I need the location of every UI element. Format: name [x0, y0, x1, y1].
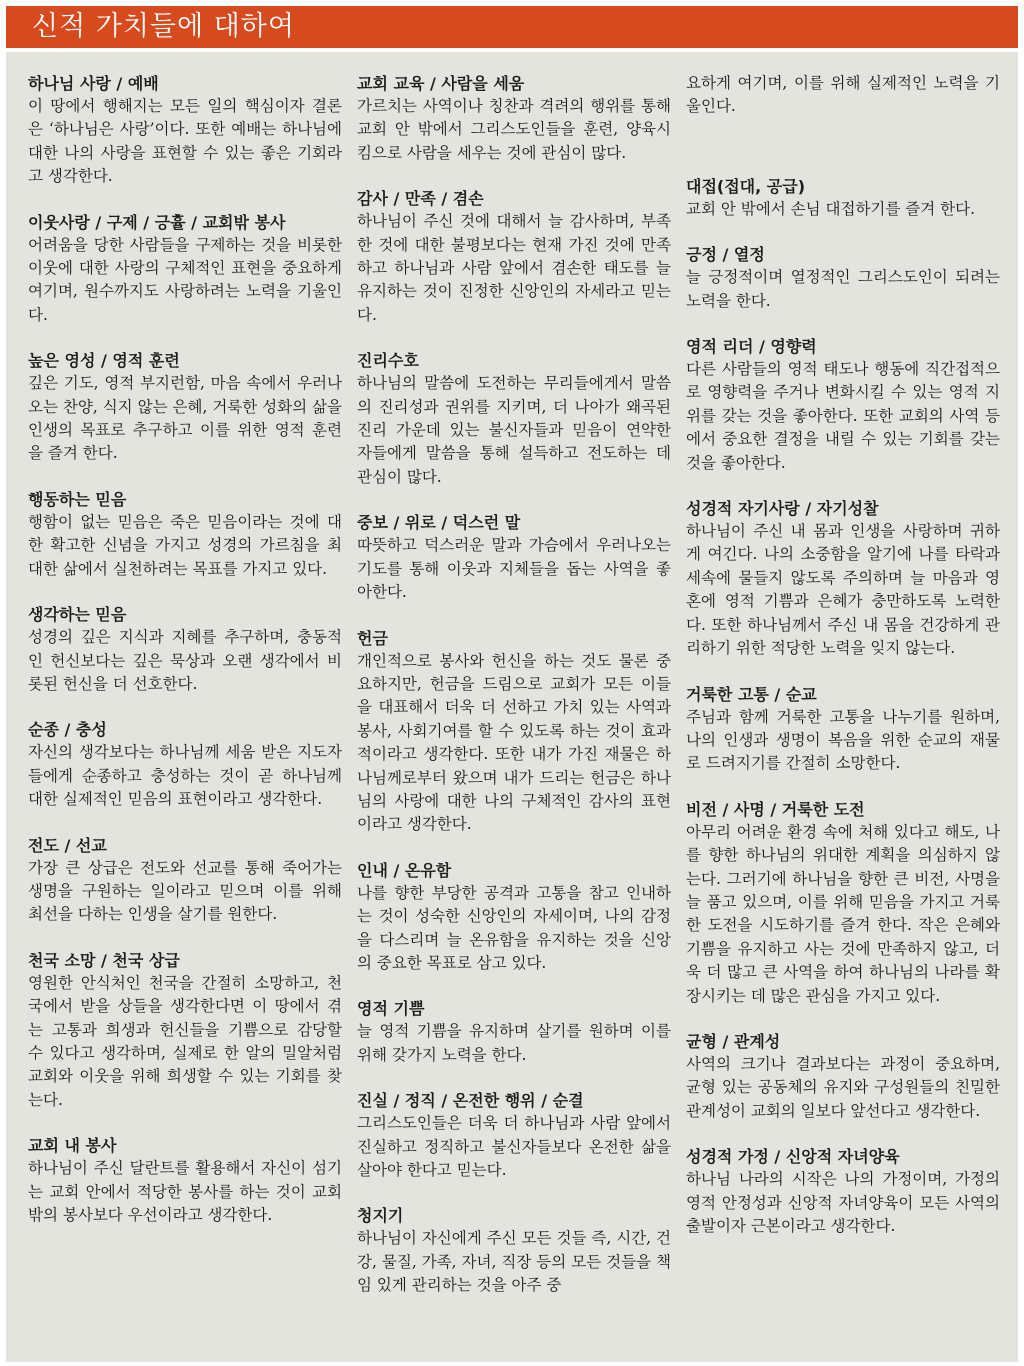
section-title: 하나님 사랑 / 예배	[28, 74, 159, 93]
section-body: 사역의 크기나 결과보다는 과정이 중요하며, 균형 있는 공동체의 유지와 구성원들의 친밀한 관계성이 교회의 일보다 앞선다고 생각한다.	[686, 1054, 1000, 1120]
section-body: 하나님이 주신 달란트를 활용해서 자신이 섬기는 교회 안에서 적당한 봉사를 하는 것이 교회 밖의 봉사보다 우선이라고 생각한다.	[28, 1159, 342, 1224]
section-title: 거룩한 고통 / 순교	[686, 684, 817, 704]
section-title: 생각하는 믿음	[28, 605, 127, 625]
section-body: 행함이 없는 믿음은 죽은 믿음이라는 것에 대한 확고한 신념을 가지고 성경의 가르침을 최대한 삶에서 실천하려는 목표를 가지고 있다.	[28, 512, 342, 578]
section-body: 다른 사람들의 영적 태도나 행동에 직간접적으로 영향력을 주거나 변화시킬 수 있는 영적 지위를 갖는 것을 좋아한다. 또한 교회의 사역 등에서 중요한 결정을 내릴 수 있는 기회를 갖는 것을 좋아한다.	[686, 360, 1000, 472]
section-body: 하나님이 주신 내 몸과 인생을 사랑하며 귀하게 여긴다. 나의 소중함을 알기에 나를 타락과 세속에 물들지 않도록 주의하며 늘 마음과 영혼에 영적 기쁨과 은혜가 충만하도록 노력한다. 또한 하나님께서 주신 내 몸을 건강하게 관리하기 위한 적당한 노력을 잊지 않는다.	[686, 522, 1000, 658]
section-body: 영원한 안식처인 천국을 간절히 소망하고, 천국에서 받을 상들을 생각한다면 이 땅에서 겪는 고통과 희생과 헌신들을 기쁨으로 감당할 수 있다고 생각하며, 실제로 한 알의 밀알처럼 교회와 이웃을 위해 희생할 수 있는 기회를 찾는다.	[28, 973, 342, 1109]
section-title: 전도 / 선교	[28, 835, 107, 855]
value-section	[28, 949, 342, 1112]
section-title: 높은 영성 / 영적 훈련	[28, 351, 180, 371]
section-title: 대접(접대, 공급)	[686, 176, 806, 196]
section-title: 감사 / 만족 / 겸손	[357, 189, 484, 209]
section-body: 가장 큰 상급은 전도와 선교를 통해 죽어가는 생명을 구원하는 일이라고 믿으며 이를 위해 최선을 다하는 인생을 살기를 원한다.	[28, 858, 342, 924]
section-body: 늘 영적 기쁨을 유지하며 살기를 원하며 이를 위해 갖가지 노력을 한다.	[357, 1022, 671, 1064]
section-body: 늘 긍정적이며 열정적인 그리스도인이 되려는 노력을 한다.	[686, 268, 1000, 310]
value-section	[357, 859, 671, 976]
section-title: 청지기	[357, 1206, 404, 1226]
section-title: 인내 / 온유함	[357, 860, 452, 880]
header-bar	[6, 6, 1018, 48]
value-section	[686, 175, 1000, 221]
section-body: 이 땅에서 행해지는 모든 일의 핵심이자 결론은 ‘하나님은 사랑’이다. 또한 예배는 하나님에 대한 나의 사랑을 표현할 수 있는 좋은 기회라고 생각한다.	[28, 97, 342, 186]
continued-text: 요하게 여기며, 이를 위해 실제적인 노력을 기울인다.	[686, 74, 1000, 116]
value-section	[357, 511, 671, 604]
value-section	[357, 349, 671, 489]
section-title: 교회 교육 / 사람을 세움	[357, 74, 525, 93]
section-title: 영적 기쁨	[357, 999, 425, 1019]
column-3	[686, 72, 1000, 1260]
section-title: 교회 내 봉사	[28, 1136, 117, 1156]
value-section	[28, 72, 342, 189]
value-section	[357, 997, 671, 1067]
section-body: 하나님이 주신 것에 대해서 늘 감사하며, 부족한 것에 대한 불평보다는 현재 가진 것에 만족하고 하나님과 사람 앞에서 겸손한 태도를 늘 유지하는 것이 진정한 신앙인의 자세라고 믿는다.	[357, 212, 671, 324]
section-body: 교회 안 밖에서 손님 대접하기를 즐겨 한다.	[686, 199, 976, 218]
value-section	[28, 603, 342, 696]
section-body: 하나님의 말씀에 도전하는 무리들에게서 말씀의 진리성과 권위를 지키며, 더 나아가 왜곡된 진리 가운데 있는 불신자들과 믿음이 연약한 자들에게 말씀을 통해 설득하고 전도하는 데 관심이 많다.	[357, 374, 671, 486]
value-section	[357, 72, 671, 165]
section-body: 개인적으로 봉사와 헌신을 하는 것도 물론 중요하지만, 헌금을 드림으로 교회가 모든 이들을 대표해서 더욱 더 선하고 가치 있는 사역과 봉사, 사회기여를 할 수 있도록 하는 것이 효과적이라고 생각한다. 또한 내가 가진 재물은 하나님께로부터 왔으며 내가 드리는 헌금은 하나님의 사랑에 대한 나의 구체적인 감사의 표현이라고 생각한다.	[357, 651, 671, 834]
section-title: 성경적 자기사랑 / 자기성찰	[686, 499, 879, 519]
value-section	[28, 488, 342, 581]
section-title: 천국 소망 / 천국 상급	[28, 950, 180, 970]
section-title: 성경적 가정 / 신앙적 자녀양육	[686, 1147, 900, 1167]
section-body: 하나님이 자신에게 주신 모든 것들 즉, 시간, 건강, 물질, 가족, 자녀, 직장 등의 모든 것들을 책임 있게 관리하는 것을 아주 중	[357, 1229, 671, 1295]
value-section	[357, 1089, 671, 1182]
section-title: 비전 / 사명 / 거룩한 도전	[686, 799, 865, 819]
section-title: 긍정 / 열정	[686, 245, 765, 265]
value-section	[686, 497, 1000, 660]
section-title: 영적 리더 / 영향력	[686, 337, 817, 357]
section-body: 가르치는 사역이나 칭찬과 격려의 행위를 통해 교회 안 밖에서 그리스도인들을 훈련, 양육시킴으로 사람을 세우는 것에 관심이 많다.	[357, 97, 671, 162]
value-section	[686, 243, 1000, 313]
value-section	[686, 1145, 1000, 1238]
value-section	[686, 335, 1000, 475]
section-body: 어려움을 당한 사람들을 구제하는 것을 비롯한 이웃에 대한 사랑의 구체적인 표현을 중요하게 여기며, 원수까지도 사랑하려는 노력을 기울인다.	[28, 235, 342, 324]
section-title: 순종 / 충성	[28, 720, 107, 740]
value-section	[357, 627, 671, 837]
value-section	[28, 349, 342, 466]
value-section	[28, 834, 342, 927]
section-title: 중보 / 위로 / 덕스런 말	[357, 513, 521, 533]
value-section	[28, 1134, 342, 1227]
column-2	[357, 72, 671, 1320]
value-section	[686, 683, 1000, 776]
section-title: 진리수호	[357, 351, 419, 371]
value-section	[28, 718, 342, 811]
value-section	[357, 187, 671, 327]
section-body: 자신의 생각보다는 하나님께 세움 받은 지도자들에게 순종하고 충성하는 것이 곧 하나님께 대한 실제적인 믿음의 표현이라고 생각한다.	[28, 743, 342, 809]
value-section	[686, 798, 1000, 1008]
section-title: 행동하는 믿음	[28, 489, 127, 509]
section-title: 헌금	[357, 628, 388, 648]
section-body: 아무리 어려운 환경 속에 처해 있다고 해도, 나를 향한 하나님의 위대한 계획을 의심하지 않는다. 그러기에 하나님을 향한 큰 비전, 사명을 늘 품고 있으며, 이를 위해 믿음을 가지고 거룩한 도전을 시도하기를 즐겨 한다. 작은 은혜와 기쁨을 유지하고 사는 것에 만족하지 않고, 더욱 더 많고 큰 사역을 하여 하나님의 나라를 확장시키는 데 많은 관심을 가지고 있다.	[686, 822, 1000, 1005]
section-body: 깊은 기도, 영적 부지런함, 마음 속에서 우러나오는 찬양, 식지 않는 은혜, 거룩한 성화의 삶을 인생의 목표로 추구하고 이를 위한 영적 훈련을 즐겨 한다.	[28, 374, 342, 463]
value-section	[357, 1204, 671, 1297]
section-body: 주님과 함께 거룩한 고통을 나누기를 원하며, 나의 인생과 생명이 복음을 위한 순교의 재물로 드려지기를 간절히 소망한다.	[686, 707, 1000, 773]
value-section	[686, 1030, 1000, 1123]
section-title: 이웃사랑 / 구제 / 긍휼 / 교회밖 봉사	[28, 212, 286, 232]
page-title: 신적 가치들에 대하여	[32, 11, 295, 42]
section-body: 성경의 깊은 지식과 지혜를 추구하며, 충동적인 헌신보다는 깊은 묵상과 오랜 생각에서 비롯된 헌신을 더 선호한다.	[28, 628, 342, 693]
section-title: 진실 / 정직 / 온전한 행위 / 순결	[357, 1091, 584, 1111]
column-1	[28, 72, 342, 1249]
section-body: 따뜻하고 덕스러운 말과 가슴에서 우러나오는 기도를 통해 이웃과 지체들을 돕는 사역을 좋아한다.	[357, 536, 671, 602]
section-body: 나를 향한 부당한 공격과 고통을 참고 인내하는 것이 성숙한 신앙인의 자세이며, 나의 감정을 다스리며 늘 온유함을 유지하는 것을 신앙의 중요한 목표로 삼고 있다.	[357, 883, 671, 972]
section-body: 그리스도인들은 더욱 더 하나님과 사람 앞에서 진실하고 정직하고 불신자들보다 온전한 삶을 살아야 한다고 믿는다.	[357, 1114, 671, 1179]
section-body: 하나님 나라의 시작은 나의 가정이며, 가정의 영적 안정성과 신앙적 자녀양육이 모든 사역의 출발이자 근본이라고 생각한다.	[686, 1170, 1000, 1235]
section-title: 균형 / 관계성	[686, 1031, 781, 1051]
value-section	[28, 211, 342, 328]
